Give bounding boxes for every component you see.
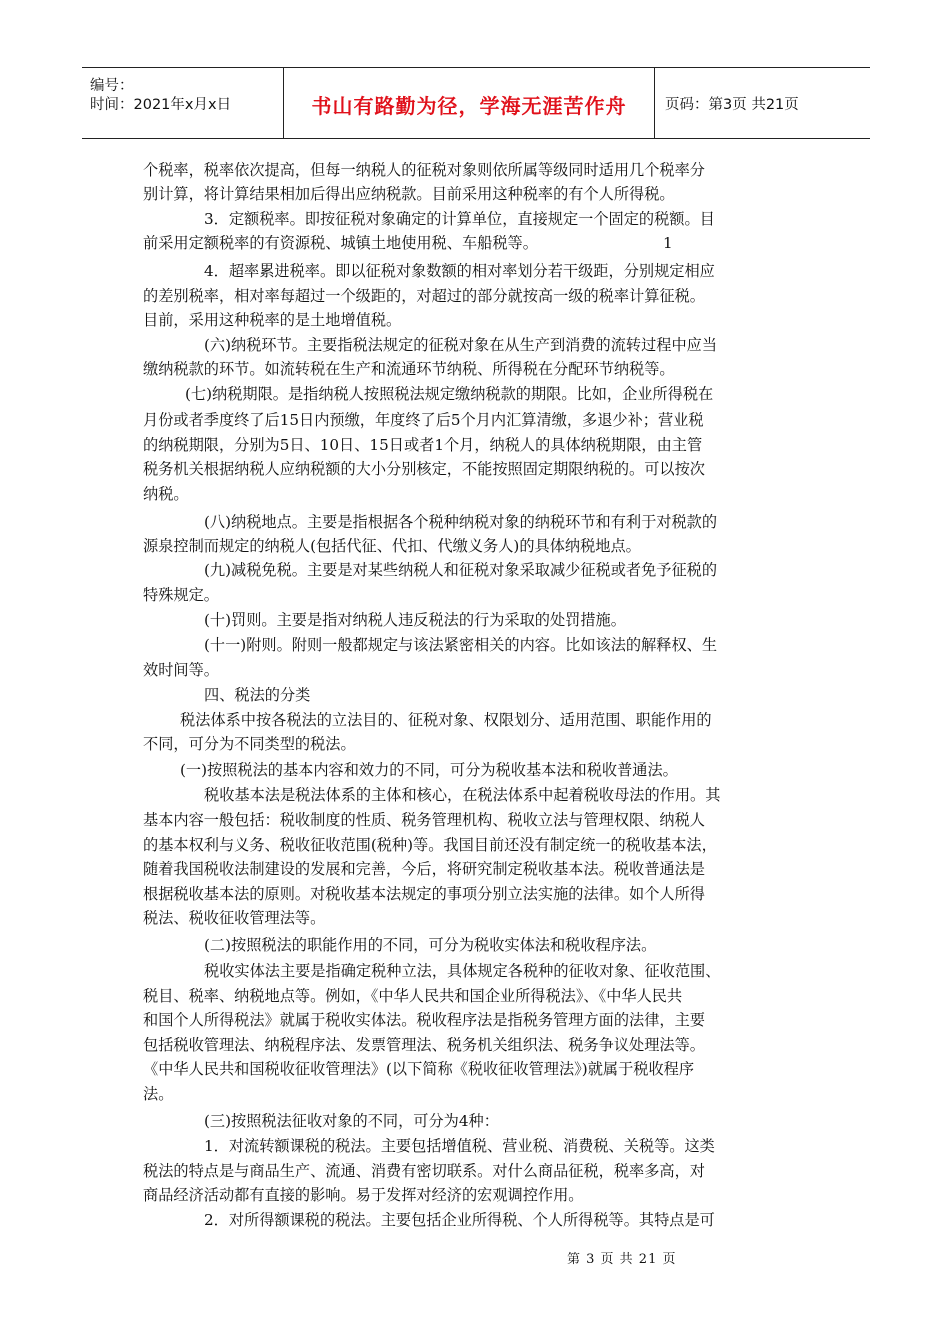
- body-line: 个税率，税率依次提高，但每一纳税人的征税对象则依所属等级同时适用几个税率分: [143, 161, 705, 179]
- body-line: (九)减税免税。主要是对某些纳税人和征税对象采取减少征税或者免予征税的: [204, 561, 718, 579]
- body-line: (六)纳税环节。主要指税法规定的征税对象在从生产到消费的流转过程中应当: [204, 336, 718, 354]
- body-line: 税法的特点是与商品生产、流通、消费有密切联系。对什么商品征税，税率多高，对: [143, 1162, 705, 1180]
- body-line: 随着我国税收法制建设的发展和完善，今后，将研究制定税收基本法。税收普通法是: [143, 860, 705, 878]
- body-line: 源泉控制而规定的纳税人(包括代征、代扣、代缴义务人)的具体纳税地点。: [143, 537, 641, 555]
- body-line: 不同，可分为不同类型的税法。: [143, 735, 356, 753]
- body-line: 税收基本法是税法体系的主体和核心，在税法体系中起着税收母法的作用。其: [204, 786, 721, 804]
- body-line: 税收实体法主要是指确定税种立法，具体规定各税种的征收对象、征收范围、: [204, 962, 721, 980]
- body-line: 根据税收基本法的原则。对税收基本法规定的事项分别立法实施的法律。如个人所得: [143, 885, 705, 903]
- doc-time-label: 时间：2021年x月x日: [90, 97, 232, 113]
- body-line: 税法、税收征收管理法等。: [143, 909, 326, 927]
- body-line: (十)罚则。主要是指对纳税人违反税法的行为采取的处罚措施。: [204, 611, 626, 629]
- body-line: 税务机关根据纳税人应纳税额的大小分别核定，不能按照固定期限纳税的。可以按次: [143, 460, 705, 478]
- body-line: 前采用定额税率的有资源税、城镇土地使用税、车船税等。: [143, 234, 538, 252]
- body-line: 目前，采用这种税率的是土地增值税。: [143, 311, 402, 329]
- body-line: 1．对流转额课税的税法。主要包括增值税、营业税、消费税、关税等。这类: [204, 1137, 715, 1155]
- body-line: (十一)附则。附则一般都规定与该法紧密相关的内容。比如该法的解释权、生: [204, 636, 718, 654]
- body-line: 4．超率累进税率。即以征税对象数额的相对率划分若干级距，分别规定相应: [204, 262, 715, 280]
- body-line: 税法体系中按各税法的立法目的、征税对象、权限划分、适用范围、职能作用的: [180, 711, 712, 729]
- body-line: 法。: [143, 1085, 174, 1103]
- section-heading: 四、税法的分类: [204, 686, 311, 704]
- body-line: 基本内容一般包括：税收制度的性质、税务管理机构、税收立法与管理权限、纳税人: [143, 811, 705, 829]
- body-line: 的基本权利与义务、税收征收范围(税种)等。我国目前还没有制定统一的税收基本法，: [143, 836, 717, 854]
- body-line: (三)按照税法征收对象的不同，可分为4种：: [204, 1112, 499, 1130]
- body-line: 月份或者季度终了后15日内预缴，年度终了后5个月内汇算清缴，多退少补；营业税: [143, 411, 704, 429]
- body-line: 商品经济活动都有直接的影响。易于发挥对经济的宏观调控作用。: [143, 1186, 584, 1204]
- body-line: 的差别税率，相对率每超过一个级距的，对超过的部分就按高一级的税率计算征税。: [143, 287, 705, 305]
- body-line: 和国个人所得税法》就属于税收实体法。税收程序法是指税务管理方面的法律，主要: [143, 1011, 705, 1029]
- body-line: 包括税收管理法、纳税程序法、发票管理法、税务机关组织法、税务争议处理法等。: [143, 1036, 705, 1054]
- body-line: (七)纳税期限。是指纳税人按照税法规定缴纳税款的期限。比如，企业所得税在: [185, 385, 714, 403]
- body-line: (一)按照税法的基本内容和效力的不同，可分为税收基本法和税收普通法。: [180, 761, 678, 779]
- body-line: (二)按照税法的职能作用的不同，可分为税收实体法和税收程序法。: [204, 936, 657, 954]
- body-line: 别计算，将计算结果相加后得出应纳税款。目前采用这种税率的有个人所得税。: [143, 185, 675, 203]
- body-line: 效时间等。: [143, 661, 219, 679]
- body-line: 《中华人民共和国税收征收管理法》(以下简称《税收征收管理法》)就属于税收程序: [143, 1060, 695, 1078]
- body-line: 2．对所得额课税的税法。主要包括企业所得税、个人所得税等。其特点是可: [204, 1211, 715, 1229]
- header-page-info: 页码：第3页 共21页: [665, 97, 799, 113]
- body-line: 3．定额税率。即按征税对象确定的计算单位，直接规定一个固定的税额。目: [204, 210, 715, 228]
- body-line: 的纳税期限，分别为5日、10日、15日或者1个月，纳税人的具体纳税期限，由主管: [143, 436, 703, 454]
- body-line: 特殊规定。: [143, 586, 219, 604]
- stray-mark: 1: [663, 234, 673, 252]
- body-line: 税目、税率、纳税地点等。例如，《中华人民共和国企业所得税法》、《中华人民共: [143, 987, 683, 1005]
- body-line: (八)纳税地点。主要是指根据各个税种纳税对象的纳税环节和有利于对税款的: [204, 513, 718, 531]
- doc-number-label: 编号：: [90, 78, 134, 94]
- page-footer: 第 3 页 共 21 页: [567, 1252, 677, 1267]
- header-motto: 书山有路勤为径，学海无涯苦作舟: [311, 94, 627, 118]
- body-line: 纳税。: [143, 485, 189, 503]
- body-line: 缴纳税款的环节。如流转税在生产和流通环节纳税、所得税在分配环节纳税等。: [143, 360, 675, 378]
